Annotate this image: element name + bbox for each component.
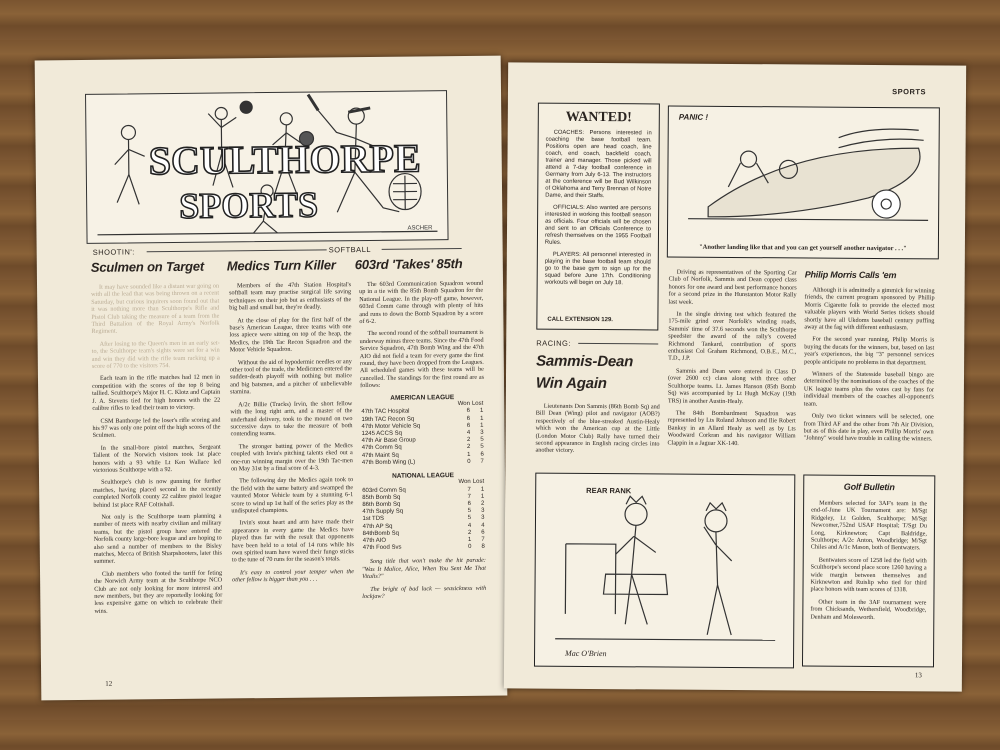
softball-603-paragraph: The 603rd Communication Squadron wound up in a tie with the 85th Bomb Squadron for the National League. In the play-off game, however, 603rd Comm came through with plenty of hits and runs to down the Bomb Squadron by a score of 6-2.: [359, 279, 484, 326]
rear-rank-illustration: [535, 474, 794, 668]
nl-won: 0: [468, 544, 472, 551]
racing-column-2: [667, 269, 796, 453]
al-won-header: Won: [457, 401, 470, 408]
philip-headline: Philip Morris Calls 'em: [804, 269, 897, 281]
philip-paragraph: For the second year running, Philip Morris is buying the ducats for the winners, but, based on last year's experiences, the big "3" personnel services people anticipate no problems in that department.: [804, 335, 935, 366]
nl-lost: 6: [481, 529, 485, 536]
wanted-box: [536, 103, 660, 331]
racing-label: RACING:: [536, 338, 572, 348]
al-lost: 3: [480, 429, 484, 436]
racing-paragraph: Sammis and Dean were entered in Class D (over 2600 cc) class along with three other Sculthorpe teams. Lt. James Hanson (85th Bomb Sq) was accompanied by Lt Hugh McKay (19th TRS) in another Austin-Healy.: [667, 367, 797, 405]
sports-banner: [85, 90, 449, 244]
nl-team: 84thBomb Sq: [362, 530, 400, 537]
nl-won: 2: [467, 529, 472, 536]
nl-team: 86th Bomb Sq: [362, 501, 401, 508]
philip-column: [804, 286, 935, 448]
rear-rank-signature: Mac O'Brien: [565, 648, 607, 659]
label-softball: SOFTBALL: [328, 244, 372, 255]
nl-won: 4: [467, 522, 472, 529]
nl-lost: 3: [481, 515, 485, 522]
medics-paragraph: Members of the 47th Station Hospital's softball team may practise surgical life saving techniques on their job but as enthusiasts of the big ball and small bat, they're deadly.: [229, 281, 352, 312]
al-row: [361, 458, 485, 467]
al-team: 1245 ACCS Sq: [361, 430, 402, 437]
medics-paragraph: Without the aid of hypodermic needles or any other tool of the trade, the Medicmen entered the sudden-death playoff with nothing but malice and big batsmen, and a pitcher of unbelievable stamina.: [229, 357, 353, 396]
nl-lost: 1: [480, 493, 485, 500]
al-won: 2: [466, 437, 471, 444]
al-lost: 1: [480, 415, 484, 422]
golf-paragraph: Bentwaters score of 1258 led the field with Sculthorpe's second place score 1260 having a wide margin between themselves and Kirknewton and Ruislip who tied for third place honors with team scores of 1318.: [810, 556, 927, 594]
philip-paragraph: Winners of the Statesside baseball bingo are determined by the nominations of the coaches of the UK league teams plus the votes cast by fans for individual members of the coaches all-opponent's team.: [803, 370, 935, 408]
nl-won: 5: [467, 508, 472, 515]
shooting-paragraph: In the small-bore pistol matches, Sergeant Tallent of the Norwich visitors took 1st place honors with a 93 while Lt Ken Wallace led victorious Sculthorpe with a 92.: [92, 443, 221, 474]
page-number-right: 13: [914, 671, 922, 680]
column-shooting: [91, 283, 223, 684]
al-won: 2: [467, 444, 471, 451]
golf-text: [810, 500, 927, 627]
nl-won: 7: [467, 486, 471, 493]
section-rule-2: [382, 248, 462, 250]
shooting-paragraph: CSM Banthorpe led the loser's rifle scoring and his 97 was only one point off the high scores of the Sculmen.: [92, 416, 221, 440]
nl-team: 47th Food Svs: [362, 544, 402, 552]
left-page: [35, 56, 508, 701]
banner-title-2: SPORTS: [178, 184, 319, 226]
philip-paragraph: Only two ticket winners will be selected, one from Third AF and the other from 7th Air Division, but as of this date in play, even Phillip Morris' own "Johnny" would have trouble in calling the winners.: [803, 412, 934, 443]
medics-paragraph: Irvin's stout heart and arm have made their appearance in every game the Medics have played thus far with the result that opponents have been held to a total of 14 runs while his own spirited team have waved their fungo sticks to the tune of 70 runs for the season's totals.: [231, 518, 354, 564]
bad-luck-footer: The bright of bad luck — seasickness with lockjaw?: [362, 584, 487, 601]
shooting-paragraph: Sculthorpe's club is now gunning for further matches, having placed second in the recently completed Norfolk county 22 calibre pistol league behind 1st place RAF Coltishall.: [93, 477, 222, 509]
al-won: 1: [467, 451, 471, 458]
wanted-call: CALL EXTENSION 129.: [547, 316, 613, 324]
nl-row: [362, 544, 486, 553]
al-won: 4: [466, 429, 471, 436]
section-rule: [147, 249, 327, 252]
golf-headline: Golf Bulletin: [843, 481, 895, 493]
al-lost: 6: [480, 451, 484, 458]
shooting-paragraph: After losing to the Queen's men in an early set-to, the Sculthorpe team's sights were set for a win and win they did with the rifle team racking up a score of 770 to the visitors 754.: [91, 339, 220, 370]
al-team: 47th Motor Vehicle Sq: [361, 423, 421, 430]
sports-header: SPORTS: [892, 87, 927, 97]
al-won: 6: [466, 422, 471, 429]
wanted-paragraph: OFFICIALS: Also wanted are persons interested in working this football season as officials. Four officials will be chosen and sent to an Officials Conference to refresh themselves on the 1955 Football Rules.: [544, 204, 652, 246]
racing-paragraph: Lieutenants Don Sammis (86th Bomb Sq) and Bill Dean (Wing) pilot and navigator (AOB?) respectively of the blue-streaked Austin-Healy which won the American cup at the Little (London Motor Club) Rally have turned their second appearance in English racing circles into another victory.: [535, 402, 660, 455]
panic-illustration: [668, 107, 939, 259]
al-lost: 5: [480, 436, 484, 443]
nl-won: 1: [467, 536, 472, 543]
nl-lost-header: Lost: [472, 479, 485, 486]
banner-illustration: [86, 91, 448, 243]
al-lost: 5: [480, 444, 484, 451]
al-team: 19th TAC Recon Sq: [361, 416, 415, 423]
nl-won: 6: [467, 500, 472, 507]
al-lost: 7: [480, 458, 484, 465]
banner-artist: ASCHER: [407, 225, 433, 232]
medics-paragraph: At the close of play for the first half of the base's American League, three teams with one loss apiece were sitting on top of the heap, the Medics, the 19th Tac Recon Squadron and the Motor Vehicle Squadron.: [229, 315, 352, 354]
wanted-text: [545, 130, 652, 293]
headline-sculmen: Sculmen on Target: [90, 258, 205, 275]
al-lost: 1: [479, 408, 484, 415]
rear-rank-cartoon: [534, 473, 795, 669]
racing-headline-1: Sammis-Dean: [536, 352, 634, 371]
panic-caption: "Another landing like that and you can get yourself another navigator . . .": [699, 243, 907, 253]
golf-paragraph: Other team in the 3AF tournament were from Chicksands, Wethersfield, Woodbridge, Denham and Molesworth.: [810, 598, 927, 621]
racing-paragraph: In the single driving test which featured the 175-mile grind over Norfolk's winding roads, Sammis' time of 37.6 seconds won the Sculthorpe speedster the award of the rally's coveted Richmond Tankard, contribution of sports enthusiast Col Graham Richmond, O.B.E., M.C., T.D., J.P.: [668, 310, 797, 363]
al-won: 6: [466, 415, 471, 422]
racing-rule: [578, 343, 658, 345]
golf-paragraph: Members selected for 3AF's team in the end-of-June UK Tournament are: M/Sgt Ridgeley, Lt Golden, Sculthorpe; M/Sgt Newcomer,752nd USAF Hospital; T/Sgt Du Long, Kirknewton; Capt Baldridge, Sculthorpe; A/2c Anton, Woodbridge; M/Sgt Chiles and A/1c Mason, both of Bentwaters.: [810, 499, 928, 552]
al-team: 47th Maint Sq: [361, 452, 399, 459]
shooting-paragraph: Club members who footed the tariff for feting the Norwich Army team at the Sculthorpe NCO Club are not only looking for more interest and new members, but they are reportedly looking for less expensive game on which to celebrate their wins.: [94, 569, 223, 615]
national-league-title: NATIONAL LEAGUE: [392, 472, 455, 480]
racing-column-1: [535, 403, 659, 461]
song-title-footer: Song title that won't make the hit parade: "Was It Malice, Alice, When You Sent Me That Vitalis?": [361, 557, 487, 581]
al-team: 47th Bomb Wing (L): [361, 459, 416, 466]
page-number-left: 12: [105, 679, 113, 688]
nl-lost: 4: [481, 522, 485, 529]
medics-footer: It's easy to control your temper when the other fellow is bigger than you . . .: [232, 567, 355, 584]
al-team: 47th TAC Hospital: [361, 408, 410, 416]
nl-won-header: Won: [458, 479, 471, 486]
al-won: 0: [467, 458, 471, 465]
al-team: 47th Air Base Group: [361, 437, 416, 445]
shooting-paragraph: Not only is the Sculthorpe team planning a number of meets with nearby civilian and military teams, but the pistol group have entered the Norfolk county large-bore league and are hoping to also send a number of members to the Bisley matches, Mecca of British Sharpshooters, later this summer.: [93, 512, 222, 566]
nl-team: 85th Bomb Sq: [362, 494, 401, 501]
nl-team: 47th Supply Sq: [362, 508, 404, 516]
banner-title-1: SCULTHORPE: [148, 135, 421, 184]
nl-lost: 8: [481, 543, 485, 550]
medics-paragraph: The stronger batting power of the Medics coupled with Irvin's pitching talents eked out a one-run winning margin over the 19th Tac-men on May 31st by a final score of 4-3.: [230, 441, 353, 473]
column-603: [359, 280, 487, 681]
nl-won: 7: [467, 493, 471, 500]
nl-won: 5: [467, 515, 472, 522]
column-medics: [229, 281, 355, 682]
al-won: 6: [466, 408, 471, 415]
al-lost-header: Lost: [471, 400, 484, 407]
nl-lost: 2: [480, 500, 485, 507]
wanted-paragraph: PLAYERS: All personnel interested in playing in the base football team should go to the base gym to sign up for the squad before June 17th. Conditioning workouts will begin on July 18.: [544, 251, 651, 287]
wanted-title: WANTED!: [565, 109, 632, 126]
headline-medics: Medics Turn Killer: [226, 257, 336, 274]
nl-lost: 3: [481, 507, 485, 514]
panic-title: PANIC !: [678, 112, 709, 122]
nl-team: 47th AP Sq: [362, 523, 393, 530]
nl-lost: 1: [480, 486, 485, 493]
shooting-paragraph: It may have sounded like a distant war going on with all the lead that was being thrown on a recent Saturday, but curious inquirers soon found out that it was nothing more than Sculthorpe's Rifle and Pistol Club taking the measure of a team from the Third Battalion of the Royal Army's Norfolk Regiment.: [91, 282, 220, 336]
nl-team: 1st TDS: [362, 516, 385, 523]
label-shootin: SHOOTIN':: [92, 247, 135, 257]
headline-603: 603rd 'Takes' 85th: [354, 255, 463, 273]
nl-team: 603rd Comm Sq: [362, 487, 406, 494]
nl-team: 47th AIO: [362, 537, 387, 545]
medics-paragraph: A/2c Billie (Tracks) Irvin, the short fellow with the long right arm, and a master of the underhand delivery, took to the mound on two successive days to take the measure of both contending teams.: [230, 399, 353, 438]
softball-603-paragraph: The second round of the softball tournament is underway minus three teams. Since the 47th Food Service Squadron, 47th Bomb Wing and the 47th AIO did not field a team for every game the first round, they have been dropped from the Leagues. All scheduled games with these teams will be cancelled. The standings for the first round are as follows:: [359, 329, 485, 390]
shooting-paragraph: Each team in the rifle matches had 12 men in competition with the scores of the top 8 being tallied. Sculthorpe's Major H. C. Klotz and Captain J. A. Stevens tied for high honors with the 22 calibre rifles to lead their team to victory.: [92, 374, 221, 412]
wanted-paragraph: COACHES: Persons interested in coaching the base football team. Positions open are head coach, line coach, end coach, backfield coach, trainer and manager. Those picked will attend a 7-day football conference in Germany from July 6-13. The instructors at the conference will be Bud Wilkinson of Oklahoma and Terry Brennan of Notre Dame, and their Staffs.: [545, 129, 652, 200]
right-page: [504, 62, 966, 691]
racing-paragraph: The 84th Bombardment Squadron was represented by Lts Roland Johnson and Ilie Robert Bankey in an Allard Healy as well as by Lts Woodward Corkran and his navigator William Clappin in a Jaguar XK-140.: [667, 409, 796, 447]
al-team: 47th Comm Sq: [361, 444, 402, 452]
al-lost: 1: [480, 422, 484, 429]
nl-lost: 7: [481, 536, 485, 543]
american-league-title: AMERICAN LEAGUE: [390, 393, 455, 402]
rear-rank-title: REAR RANK: [586, 485, 632, 496]
panic-cartoon: [667, 106, 940, 260]
american-league-table: [360, 393, 485, 467]
national-league-table: [361, 472, 486, 553]
racing-headline-2: Win Again: [535, 374, 607, 393]
racing-paragraph: Driving as representatives of the Sporting Car Club of Norfolk, Sammis and Dean copped class honors for one award and best performance honors for a second prize in the Hunstanton Motor Rally last week.: [668, 268, 797, 306]
medics-paragraph: The following day the Medics again took to the field with the same battery and swamped the vaunted Motor Vehicle team by a stunning 6-1 score to wind up 1st half of the series play as the undisputed champions.: [231, 476, 354, 515]
philip-paragraph: Although it is admittedly a gimmick for winning friends, the current program sponsored by Phillip Morris Cigarette folk to provide the elected most valuable players with World Series tickets should shortly have all Ukdoms baseball century puffing away at the fag with different enthusiasm.: [804, 286, 935, 332]
golf-bulletin-box: [802, 474, 935, 667]
